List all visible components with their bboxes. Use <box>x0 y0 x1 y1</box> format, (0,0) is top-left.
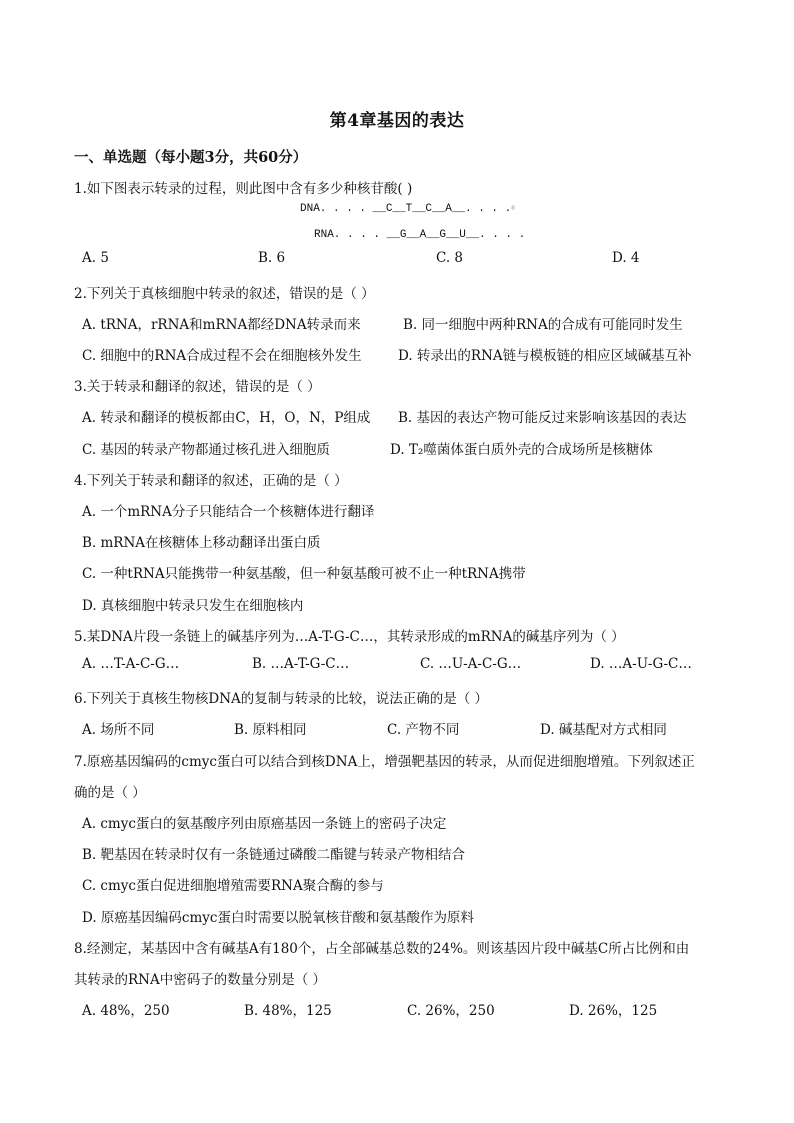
question-8-stem-line-1: 8.经测定，某基因中含有碱基A有180个，占全部碱基总数的24%。则该基因片段中碱基C所占比例和由 <box>74 941 690 957</box>
q4-option-a: A. 一个mRNA分子只能结合一个核糖体进行翻译 <box>82 504 375 520</box>
question-4-stem: 4.下列关于转录和翻译的叙述，正确的是（ ） <box>74 473 348 489</box>
q2-option-c: C. 细胞中的RNA合成过程不会在细胞核外发生 <box>82 348 362 364</box>
q1-option-c: C. 8 <box>436 250 464 266</box>
q3-option-b: B. 基因的表达产物可能反过来影响该基因的表达 <box>398 410 687 426</box>
q8-option-a: A. 48%，250 <box>82 1003 170 1019</box>
q5-option-c: C. …U-A-C-G… <box>420 656 522 672</box>
q2-option-b: B. 同一细胞中两种RNA的合成有可能同时发生 <box>403 317 683 333</box>
q4-option-d: D. 真核细胞中转录只发生在细胞核内 <box>82 598 304 614</box>
question-2-stem: 2.下列关于真核细胞中转录的叙述，错误的是（ ） <box>74 286 375 302</box>
q1-option-b: B. 6 <box>258 250 286 266</box>
question-6-stem: 6.下列关于真核生物核DNA的复制与转录的比较，说法正确的是（ ） <box>74 691 489 707</box>
q6-option-a: A. 场所不同 <box>82 722 155 738</box>
q1-option-d: D. 4 <box>612 250 640 266</box>
question-7-stem-line-1: 7.原癌基因编码的cmyc蛋白可以结合到核DNA上，增强靶基因的转录，从而促进细胞增殖。下列叙述正 <box>74 754 695 770</box>
q2-option-a: A. tRNA，rRNA和mRNA都经DNA转录而来 <box>82 317 361 333</box>
section-heading: 一、单选题（每小题3分，共60分） <box>74 149 308 166</box>
q2-option-d: D. 转录出的RNA链与模板链的相应区域碱基互补 <box>398 348 692 364</box>
dna-sequence <box>300 203 515 215</box>
q7-option-a: A. cmyc蛋白的氨基酸序列由原癌基因一条链上的密码子决定 <box>82 816 447 832</box>
q5-option-a: A. …T-A-C-G… <box>82 656 180 672</box>
q5-option-d: D. …A-U-G-C… <box>590 656 692 672</box>
question-8-stem-line-2: 其转录的RNA中密码子的数量分别是（ ） <box>74 972 327 988</box>
q8-option-c: C. 26%，250 <box>407 1003 495 1019</box>
q7-option-b: B. 靶基因在转录时仅有一条链通过磷酸二酯键与转录产物相结合 <box>82 847 466 863</box>
q3-option-d: D. T₂噬菌体蛋白质外壳的合成场所是核糖体 <box>390 442 653 458</box>
dna-sequence-text: DNA. . . . __C__T__C__A__. . . . <box>300 203 512 215</box>
page-title: 第4章基因的表达 <box>329 111 465 131</box>
q6-option-d: D. 碱基配对方式相同 <box>540 722 667 738</box>
q4-option-b: B. mRNA在核糖体上移动翻译出蛋白质 <box>82 535 321 551</box>
q8-option-b: B. 48%，125 <box>244 1003 332 1019</box>
q7-option-d: D. 原癌基因编码cmyc蛋白时需要以脱氧核苷酸和氨基酸作为原料 <box>82 910 474 926</box>
q7-option-c: C. cmyc蛋白促进细胞增殖需要RNA聚合酶的参与 <box>82 878 384 894</box>
q1-option-a: A. 5 <box>82 250 109 266</box>
q3-option-c: C. 基因的转录产物都通过核孔进入细胞质 <box>82 442 330 458</box>
q8-option-d: D. 26%，125 <box>569 1003 658 1019</box>
question-1-stem: 1.如下图表示转录的过程，则此图中含有多少种核苷酸( ) <box>74 181 413 197</box>
q3-option-a: A. 转录和翻译的模板都由C，H，O，N，P组成 <box>82 410 371 426</box>
question-3-stem: 3.关于转录和翻译的叙述，错误的是（ ） <box>74 379 321 395</box>
dna-sequence-mark: Ⓔ <box>511 207 516 212</box>
q5-option-b: B. …A-T-G-C… <box>252 656 350 672</box>
q6-option-b: B. 原料相同 <box>234 722 307 738</box>
q4-option-c: C. 一种tRNA只能携带一种氨基酸，但一种氨基酸可被不止一种tRNA携带 <box>82 566 526 582</box>
question-7-stem-line-2: 确的是（ ） <box>74 785 146 801</box>
q6-option-c: C. 产物不同 <box>387 722 460 738</box>
rna-sequence: RNA. . . . __G__A__G__U__. . . . <box>314 229 526 241</box>
question-5-stem: 5.某DNA片段一条链上的碱基序列为…A-T-G-C…，其转录形成的mRNA的碱基序列为（ ） <box>74 629 625 645</box>
